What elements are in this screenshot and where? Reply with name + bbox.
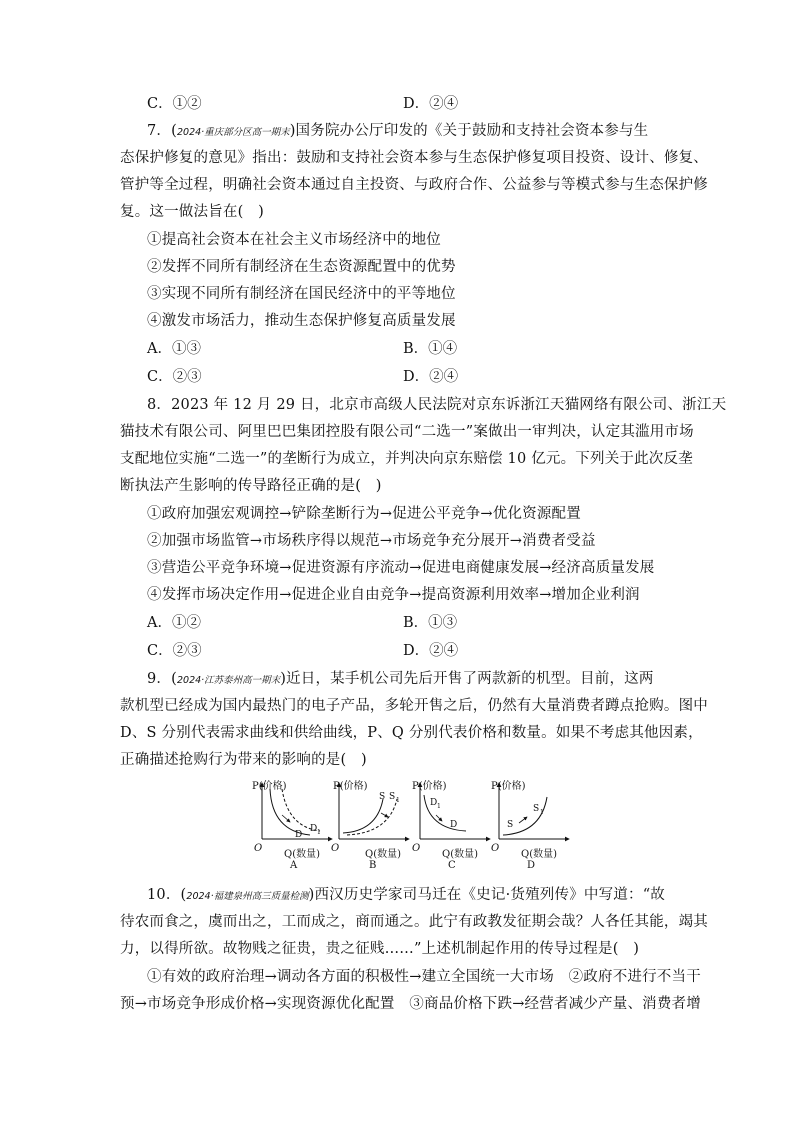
- panel-a-label-d1-sub: 1: [317, 829, 321, 836]
- q7-number: 7．(: [147, 123, 177, 139]
- q8-line-2: 猫技术有限公司、阿里巴巴集团控股有限公司“二选一”案做出一审判决，认定其滥用市场: [120, 424, 694, 440]
- panel-b-x-label: Q(数量): [365, 849, 402, 860]
- panel-b-label-s1-sub: 1: [396, 797, 400, 804]
- q8-option-b: B．①③: [403, 615, 458, 631]
- q7-line-1: 7．(2024·重庆部分区高一期末)国务院办公厅印发的《关于鼓励和支持社会资本参与生: [147, 123, 649, 139]
- panel-d-label-s1-sub: 1: [540, 809, 544, 816]
- q8-item-2: ②加强市场监管→市场秩序得以规范→市场竞争充分展开→消费者受益: [147, 533, 596, 549]
- panel-d-label-s: S: [507, 820, 514, 830]
- q7-line-4: 复。这一做法旨在( ): [120, 204, 265, 220]
- panel-b: [331, 779, 409, 871]
- q10-line-2: 待农而食之，虞而出之，工而成之，商而通之。此宁有政教发征期会哉？人各任其能，竭其: [120, 914, 708, 930]
- panel-b-curve-s1: [347, 799, 397, 835]
- panel-b-origin: O: [331, 843, 340, 854]
- panel-c-x-label: Q(数量): [442, 849, 479, 860]
- q8-item-3: ③营造公平竞争环境→促进资源有序流动→促进电商健康发展→经济高质量发展: [147, 560, 655, 576]
- q8-item-4: ④发挥市场决定作用→促进企业自由竞争→提高资源利用效率→增加企业利润: [147, 587, 640, 603]
- q7-item-3: ③实现不同所有制经济在国民经济中的平等地位: [147, 286, 456, 302]
- panel-b-y-label: P(价格): [333, 781, 368, 792]
- panel-b-label-s: S: [379, 792, 386, 802]
- panel-b-curve-s: [343, 799, 383, 833]
- q7-option-b: B．①④: [403, 341, 458, 357]
- panel-d-caption: D: [527, 860, 536, 871]
- q7-option-a: A．①③: [147, 341, 201, 357]
- option-d: D．②④: [403, 96, 459, 112]
- q10-number: 10．(: [147, 887, 187, 903]
- panel-b-label-s1: S: [389, 792, 396, 802]
- panel-a: [252, 779, 332, 871]
- panel-a-label-d: D: [295, 830, 303, 840]
- q7-line-2: 态保护修复的意见》指出：鼓励和支持社会资本参与生态保护修复项目投资、设计、修复、: [120, 150, 708, 166]
- q10-line-1: 10．(2024·福建泉州高三质量检测)西汉历史学家司马迁在《史记·货殖列传》中写道：“故: [147, 887, 666, 903]
- q7-option-c: C．②③: [147, 369, 202, 385]
- q10-line-4: ①有效的政府治理→调动各方面的积极性→建立全国统一大市场 ②政府不进行不当干: [147, 969, 701, 985]
- q8-option-d: D．②④: [403, 643, 459, 659]
- q9-line-1: 9．(2024·江苏泰州高一期末)近日，某手机公司先后开售了两款新的机型。目前，这两: [147, 671, 654, 687]
- q8-line-4: 断执法产生影响的传导路径正确的是( ): [120, 478, 382, 494]
- q9-line-3: D、S 分别代表需求曲线和供给曲线，P、Q 分别代表价格和数量。如果不考虑其他因素，: [120, 725, 703, 741]
- panel-d-label-s1: S: [533, 804, 540, 814]
- panel-c-label-d: D: [450, 820, 458, 830]
- panel-c-caption: C: [448, 860, 456, 871]
- panel-c-label-d1-sub: 1: [437, 803, 441, 810]
- q9-line-4: 正确描述抢购行为带来的影响的是( ): [120, 752, 367, 768]
- panel-d-origin: O: [491, 843, 500, 854]
- q8-option-c: C．②③: [147, 643, 202, 659]
- panel-b-shift-arrow: [381, 813, 388, 817]
- q8-line-1: 8．2023 年 12 月 29 日，北京市高级人民法院对京东诉浙江天猫网络有限公司、浙江天: [147, 397, 727, 413]
- q7-item-2: ②发挥不同所有制经济在生态资源配置中的优势: [147, 259, 456, 275]
- q10-line-5: 预→市场竞争形成价格→实现资源优化配置 ③商品价格下跌→经营者减少产量、消费者增: [120, 996, 701, 1012]
- q10-source: 2024·福建泉州高三质量检测: [186, 891, 309, 902]
- panel-a-y-label: P(价格): [252, 781, 287, 792]
- panel-d-x-label: Q(数量): [521, 849, 558, 860]
- panel-c-origin: O: [412, 843, 421, 854]
- panel-a-x-label: Q(数量): [284, 849, 321, 860]
- option-c: C．①②: [147, 96, 202, 112]
- q9-line-2: 款机型已经成为国内最热门的电子产品，多轮开售之后，仍然有大量消费者蹲点抢购。图中: [120, 698, 708, 714]
- panel-a-label-d1: D: [310, 824, 318, 834]
- q10-line-3: 力，以得所欲。故物贱之征贵，贵之征贱……”上述机制起作用的传导过程是( ): [120, 941, 640, 957]
- q9-number: 9．(: [147, 671, 177, 687]
- panel-c-y-label: P(价格): [412, 781, 447, 792]
- q7-option-d: D．②④: [403, 369, 459, 385]
- panel-a-shift-arrow: [282, 815, 290, 822]
- q7-source: 2024·重庆部分区高一期末: [176, 127, 290, 138]
- panel-c-label-d1: D: [430, 798, 438, 808]
- q7-item-1: ①提高社会资本在社会主义市场经济中的地位: [147, 232, 441, 248]
- panel-b-caption: B: [369, 860, 377, 871]
- supply-demand-figure: [238, 775, 558, 871]
- panel-a-caption: A: [290, 860, 298, 871]
- panel-c: [412, 779, 490, 871]
- panel-c-shift-arrow: [436, 815, 442, 821]
- panel-d-shift-arrow: [519, 817, 527, 823]
- q8-line-3: 支配地位实施“二选一”的垄断行为成立，并判决向京东赔偿 10 亿元。下列关于此次反垄: [120, 451, 693, 467]
- q8-item-1: ①政府加强宏观调控→铲除垄断行为→促进公平竞争→优化资源配置: [147, 506, 581, 522]
- q7-item-4: ④激发市场活力，推动生态保护修复高质量发展: [147, 313, 456, 329]
- panel-d: [491, 779, 569, 871]
- panel-d-y-label: P(价格): [491, 781, 526, 792]
- q9-source: 2024·江苏泰州高一期末: [176, 675, 281, 686]
- panel-a-origin: O: [254, 843, 263, 854]
- panel-a-curve-d: [270, 789, 310, 835]
- q8-option-a: A．①②: [147, 615, 201, 631]
- q7-line-3: 管护等全过程，明确社会资本通过自主投资、与政府合作、公益参与等模式参与生态保护修: [120, 177, 708, 193]
